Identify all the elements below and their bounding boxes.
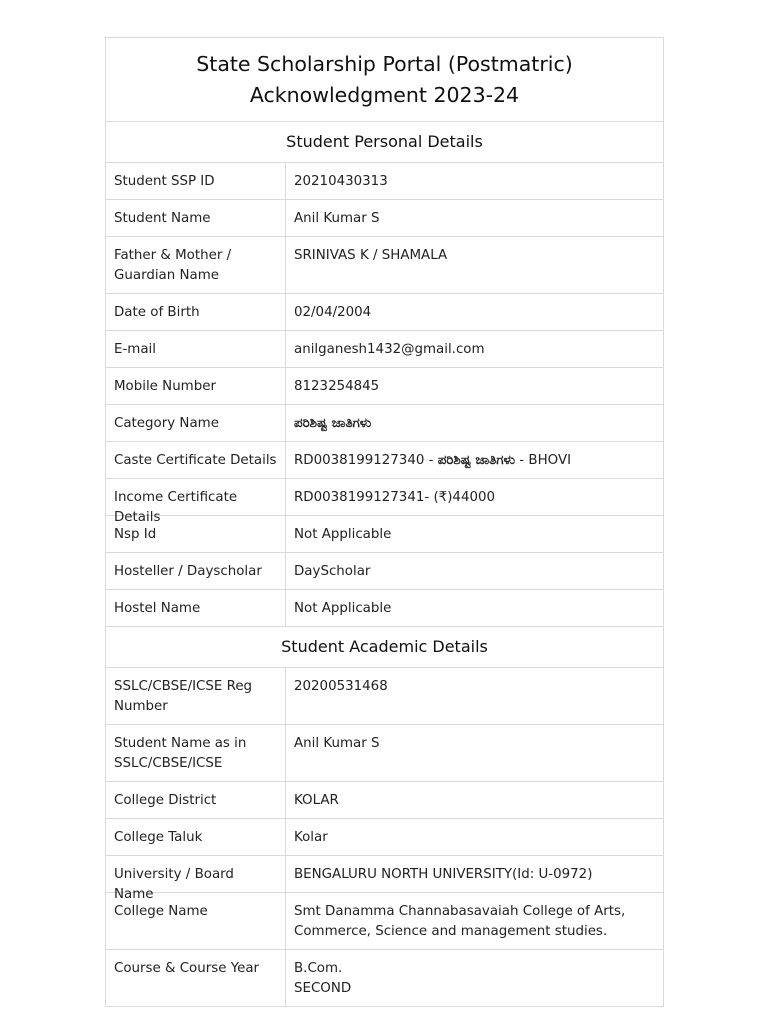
category-value: ಪರಿಶಿಷ್ಟ ಜಾತಿಗಳು <box>294 416 372 431</box>
row-label: Mobile Number <box>106 368 286 404</box>
email-value: anilganesh1432@gmail.com <box>294 342 485 357</box>
table-row <box>106 856 663 902</box>
row-value: 02/04/2004 <box>294 305 372 320</box>
row-value: 20200531468 <box>294 679 388 694</box>
table-row <box>106 950 663 1007</box>
table-row <box>106 442 663 479</box>
row-value: KOLAR <box>294 793 339 808</box>
row-value: 8123254845 <box>294 379 380 394</box>
table-row <box>106 516 663 553</box>
acknowledgment-sheet <box>105 37 664 1007</box>
row-value: Not Applicable <box>294 527 392 542</box>
row-label: Student Name <box>106 200 286 236</box>
row-label: Hosteller / Dayscholar <box>106 553 286 589</box>
table-row <box>106 590 663 627</box>
document-title <box>106 38 663 122</box>
caste-certificate-value <box>286 442 663 478</box>
row-value: 20210430313 <box>294 174 388 189</box>
row-label: Course & Course Year <box>106 950 286 1006</box>
row-value: Not Applicable <box>294 601 392 616</box>
row-value: Kolar <box>294 830 328 845</box>
row-value: SRINIVAS K / SHAMALA <box>294 248 448 263</box>
row-value: BENGALURU NORTH UNIVERSITY(Id: U-0972) <box>294 867 593 882</box>
row-label: College Name <box>106 893 286 949</box>
row-label: Income Certificate Details <box>106 479 286 515</box>
row-label: Hostel Name <box>106 590 286 626</box>
course-year: SECOND <box>294 981 352 996</box>
row-label: E-mail <box>106 331 286 367</box>
title-line-1: State Scholarship Portal (Postmatric) <box>196 51 573 76</box>
row-label: Student Name as in SSLC/CBSE/ICSE <box>106 725 286 781</box>
table-row <box>106 782 663 819</box>
row-label: College Taluk <box>106 819 286 855</box>
table-row <box>106 237 663 294</box>
row-value: DayScholar <box>294 564 371 579</box>
table-row <box>106 668 663 725</box>
row-value: RD0038199127341- (₹)44000 <box>294 490 496 505</box>
table-row <box>106 479 663 525</box>
course-name: B.Com. <box>294 961 343 976</box>
row-value <box>286 950 663 1006</box>
table-row <box>106 294 663 331</box>
section-heading-personal: Student Personal Details <box>106 122 663 163</box>
row-label: Nsp Id <box>106 516 286 552</box>
row-label: Category Name <box>106 405 286 441</box>
caste-cert-number: RD0038199127340 - <box>294 453 438 468</box>
row-value: Smt Danamma Channabasavaiah College of Arts, Commerce, Science and management studies. <box>294 904 626 939</box>
table-row <box>106 553 663 590</box>
row-label: Father & Mother / Guardian Name <box>106 237 286 293</box>
row-label: College District <box>106 782 286 818</box>
table-row <box>106 200 663 237</box>
table-row <box>106 368 663 405</box>
table-row <box>106 819 663 856</box>
row-value: Anil Kumar S <box>294 736 380 751</box>
table-row <box>106 331 663 368</box>
title-line-2: Acknowledgment 2023-24 <box>249 82 520 107</box>
row-label: Student SSP ID <box>106 163 286 199</box>
row-label: Caste Certificate Details <box>106 442 286 478</box>
caste-category-kannada: ಪರಿಶಿಷ್ಟ ಜಾತಿಗಳು <box>437 453 516 468</box>
caste-name: - BHOVI <box>515 453 572 468</box>
table-row <box>106 893 663 950</box>
row-label: Date of Birth <box>106 294 286 330</box>
row-label: SSLC/CBSE/ICSE Reg Number <box>106 668 286 724</box>
row-value: Anil Kumar S <box>294 211 380 226</box>
table-row <box>106 725 663 782</box>
row-label: University / Board Name <box>106 856 286 892</box>
section-heading-academic: Student Academic Details <box>106 627 663 668</box>
table-row <box>106 163 663 200</box>
table-row <box>106 405 663 442</box>
